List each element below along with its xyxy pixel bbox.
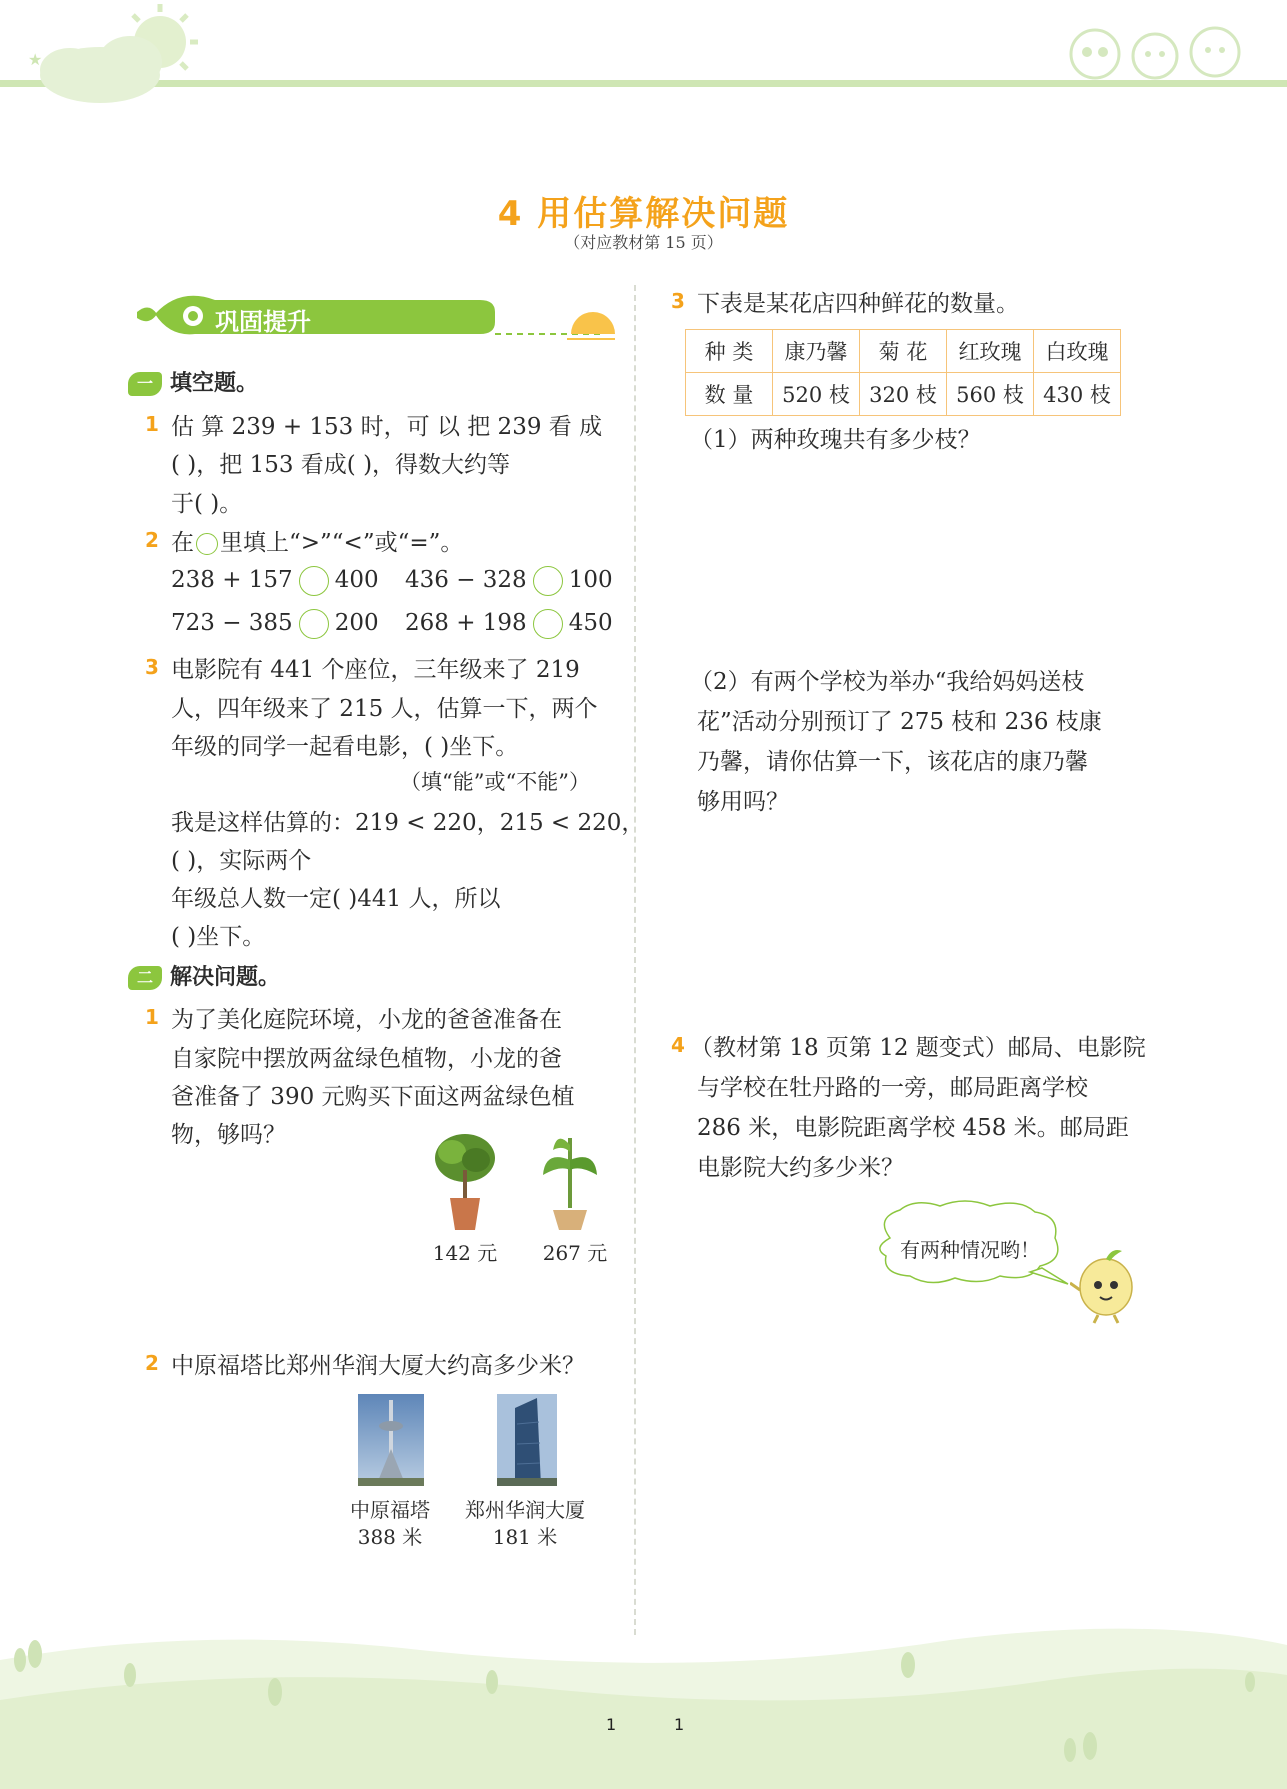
plant-1-price: 142 元 xyxy=(432,1241,498,1265)
compare-item-3 xyxy=(171,609,379,639)
s1-q1-number: 1 xyxy=(145,412,159,436)
s1-q3-line-3: 年级的同学一起看电影，( )坐下。 xyxy=(171,734,519,760)
table-cell: 菊 花 xyxy=(860,330,947,373)
table-cell: 红玫瑰 xyxy=(947,330,1034,373)
s2-q1-number: 1 xyxy=(145,1005,159,1029)
s1-q3-line-2: 人，四年级来了 215 人，估算一下，两个 xyxy=(171,696,598,722)
r-q4-line-4: 电影院大约多少米？ xyxy=(697,1155,904,1181)
building-2-name: 郑州华润大厦 xyxy=(465,1498,585,1522)
table-cell: 种 类 xyxy=(686,330,773,373)
speech-bubble-text: 有两种情况哟！ xyxy=(900,1238,1040,1262)
s1-q1-line-2: ( )，把 153 看成( )，得数大约等 xyxy=(171,452,511,478)
page-number-right: 1 xyxy=(674,1715,685,1734)
compare-item-4 xyxy=(405,609,613,639)
mascot-icon xyxy=(1070,1245,1142,1325)
compare-left: 268 + 198 xyxy=(405,610,527,636)
answer-circle[interactable] xyxy=(533,566,563,596)
s1-q2-number: 2 xyxy=(145,528,159,552)
section-2-heading xyxy=(128,960,280,991)
zhongyuan-tower-image xyxy=(358,1394,424,1486)
section-1-heading xyxy=(128,366,258,397)
r-q4-line-3: 286 米，电影院距离学校 458 米。邮局距 xyxy=(697,1115,1129,1141)
r-q3-sub2-line-4: 够用吗？ xyxy=(697,789,789,815)
circle-icon xyxy=(196,533,218,555)
plant-2-price: 267 元 xyxy=(542,1241,608,1265)
r-q3-sub2-line-3: 乃馨，请你估算一下，该花店的康乃馨 xyxy=(697,749,1088,775)
r-q3-sub2-line-1: （2）有两个学校为举办“我给妈妈送枝 xyxy=(690,669,1085,695)
table-header-row xyxy=(686,330,1121,373)
compare-left: 436 − 328 xyxy=(405,567,527,593)
answer-circle[interactable] xyxy=(299,566,329,596)
r-q3-sub2-line-2: 花”活动分别预订了 275 枝和 236 枝康 xyxy=(697,709,1102,735)
compare-left: 723 − 385 xyxy=(171,610,293,636)
compare-right: 400 xyxy=(334,567,379,593)
table-cell: 320 枝 xyxy=(860,373,947,416)
r-q4-line-1: （教材第 18 页第 12 题变式）邮局、电影院 xyxy=(690,1035,1146,1061)
s1-q3-number: 3 xyxy=(145,655,159,679)
s2-q1-line-1: 为了美化庭院环境，小龙的爸爸准备在 xyxy=(171,1007,562,1033)
animal-faces-decoration xyxy=(1055,22,1255,87)
compare-right: 200 xyxy=(334,610,379,636)
svg-text:★: ★ xyxy=(28,50,43,69)
s1-q1-line-3: 于( )。 xyxy=(171,491,243,517)
r-q4-line-2: 与学校在牡丹路的一旁，邮局距离学校 xyxy=(697,1075,1088,1101)
table-cell: 康乃馨 xyxy=(773,330,860,373)
section-2-title: 解决问题。 xyxy=(170,965,281,990)
compare-right: 100 xyxy=(568,567,613,593)
s1-q3-line-5: 我是这样估算的：219 < 220，215 < 220， xyxy=(171,810,645,836)
potted-plant-image xyxy=(535,1130,605,1235)
footer-hills-decoration xyxy=(0,1620,1287,1789)
table-cell: 520 枝 xyxy=(773,373,860,416)
banner-label: 巩固提升 xyxy=(215,308,311,336)
column-divider xyxy=(634,285,636,1635)
answer-circle[interactable] xyxy=(533,609,563,639)
s2-q1-line-3: 爸准备了 390 元购买下面这两盆绿色植 xyxy=(171,1084,575,1110)
s1-q1-line-1: 估 算 239 + 153 时，可 以 把 239 看 成 xyxy=(171,414,603,440)
s2-q2-number: 2 xyxy=(145,1351,159,1375)
s1-q3-line-4: （填“能”或“不能”） xyxy=(400,770,590,794)
table-cell: 560 枝 xyxy=(947,373,1034,416)
compare-item-2 xyxy=(405,566,613,596)
sun-cloud-decoration xyxy=(0,0,220,110)
page-title: 4 用估算解决问题 xyxy=(497,194,790,234)
s2-q1-line-2: 自家院中摆放两盆绿色植物，小龙的爸 xyxy=(171,1046,562,1072)
compare-right: 450 xyxy=(568,610,613,636)
s1-q3-line-1: 电影院有 441 个座位，三年级来了 219 xyxy=(171,657,580,683)
banner-decoration xyxy=(135,282,615,344)
section-1-title: 填空题。 xyxy=(170,371,259,396)
r-q3-sub1: （1）两种玫瑰共有多少枝？ xyxy=(690,427,981,453)
building-2-height: 181 米 xyxy=(492,1525,558,1549)
potted-tree-image xyxy=(430,1130,500,1235)
s1-q2-intro xyxy=(171,524,463,557)
section-2-badge: 二 xyxy=(128,966,162,990)
s1-q3-line-6: ( )，实际两个 xyxy=(171,848,312,874)
s1-q2-intro-a: 在 xyxy=(171,530,194,556)
answer-circle[interactable] xyxy=(299,609,329,639)
building-1-name: 中原福塔 xyxy=(350,1498,430,1522)
r-q3-text: 下表是某花店四种鲜花的数量。 xyxy=(697,291,1019,317)
r-q3-number: 3 xyxy=(671,289,685,313)
table-cell: 数 量 xyxy=(686,373,773,416)
table-cell: 白玫瑰 xyxy=(1034,330,1121,373)
huarun-building-image xyxy=(497,1394,557,1486)
s2-q1-line-4: 物，够吗？ xyxy=(171,1122,286,1148)
r-q4-number: 4 xyxy=(671,1033,685,1057)
page-number-left: 1 xyxy=(606,1715,617,1734)
s1-q3-line-7: 年级总人数一定( )441 人，所以 xyxy=(171,886,501,912)
section-1-badge: 一 xyxy=(128,372,162,396)
compare-item-1 xyxy=(171,566,379,596)
s2-q2-text: 中原福塔比郑州华润大厦大约高多少米？ xyxy=(171,1353,585,1379)
table-cell: 430 枝 xyxy=(1034,373,1121,416)
s1-q2-intro-b: 里填上“>”“<”或“=”。 xyxy=(220,530,464,556)
compare-left: 238 + 157 xyxy=(171,567,293,593)
page-subtitle: （对应教材第 15 页） xyxy=(564,233,723,252)
building-1-height: 388 米 xyxy=(357,1525,423,1549)
flower-table xyxy=(685,329,1121,416)
s1-q3-line-8: ( )坐下。 xyxy=(171,924,266,950)
table-row xyxy=(686,373,1121,416)
